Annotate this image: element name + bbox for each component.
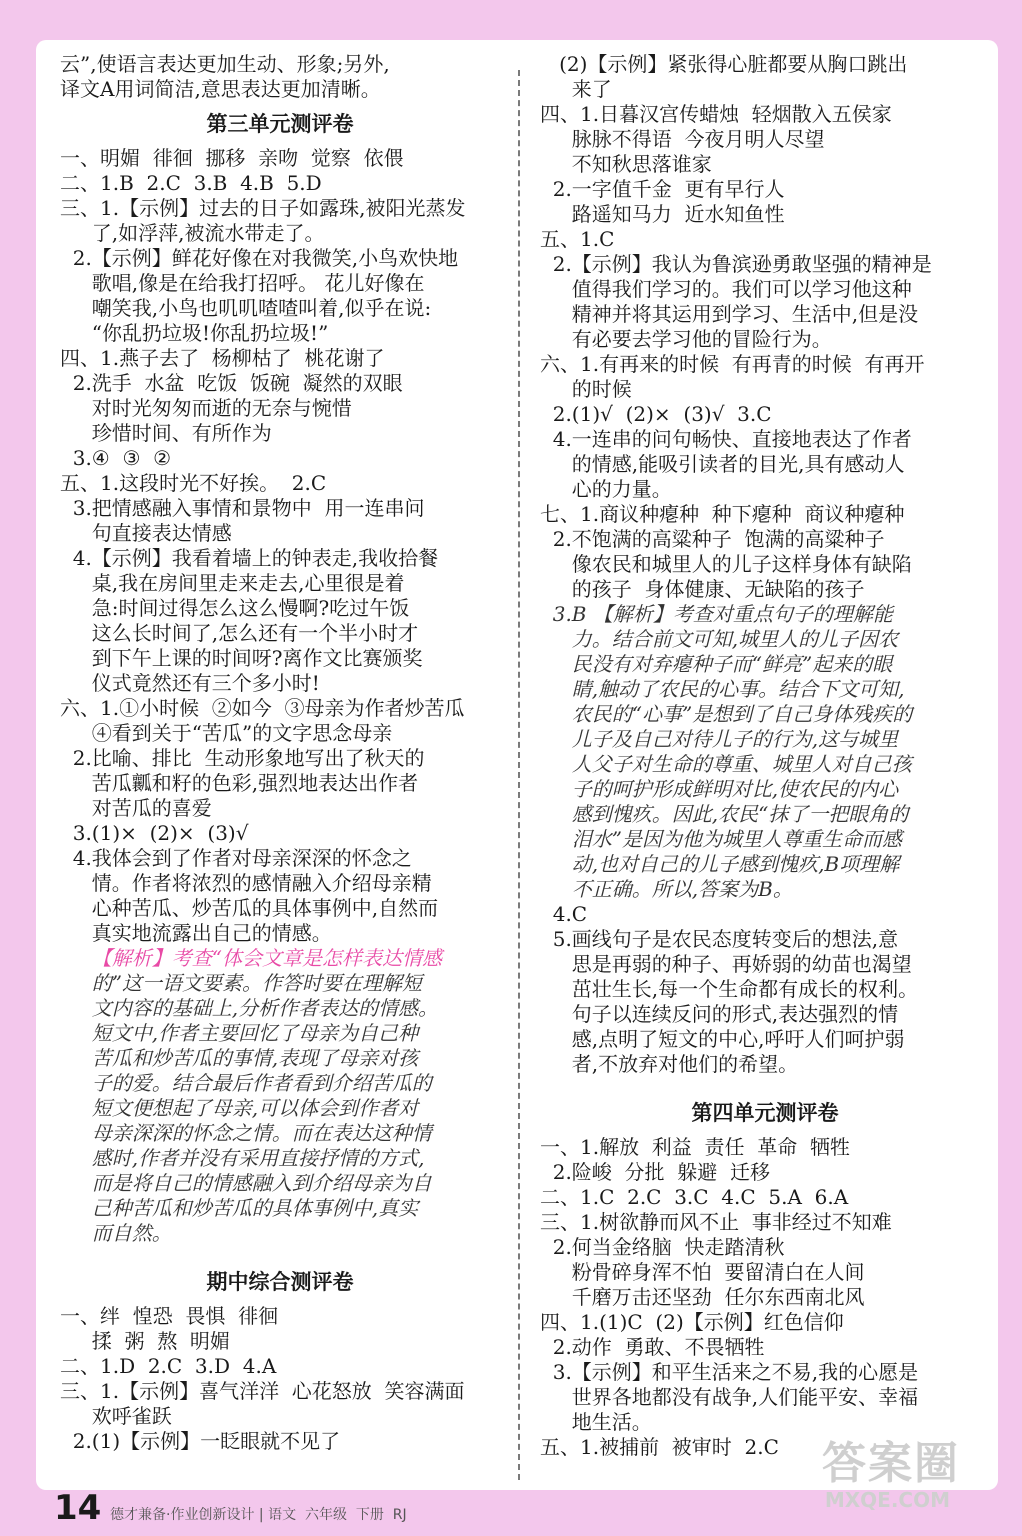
- answer-line: 路遥知马力 近水知鱼性: [540, 202, 785, 226]
- answer-line: 2.(1)【示例】一眨眼就不见了: [60, 1429, 341, 1453]
- column-divider: [518, 70, 520, 1480]
- answer-line: 力。结合前文可知,城里人的儿子因农: [540, 627, 899, 651]
- answer-line: “你乱扔垃圾!你乱扔垃圾!”: [60, 321, 329, 345]
- answer-line: 者,不放弃对他们的希望。: [540, 1052, 799, 1076]
- answer-line: 思是再弱的种子、再娇弱的幼苗也渴望: [540, 952, 912, 976]
- answer-line: 地生活。: [540, 1410, 652, 1434]
- answer-line: 4.【示例】我看着墙上的钟表走,我收拾餐: [60, 546, 439, 570]
- right-column: [540, 52, 990, 1460]
- answer-line: 对时光匆匆而逝的无奈与惋惜: [60, 396, 352, 420]
- answer-line: 感到愧疚。因此,农民“抹了一把眼角的: [540, 802, 909, 826]
- answer-line: 二、1.C 2.C 3.C 4.C 5.A 6.A: [540, 1185, 849, 1209]
- answer-line: 2.【示例】鲜花好像在对我微笑,小鸟欢快地: [60, 246, 459, 270]
- answer-line: 粉骨碎身浑不怕 要留清白在人间: [540, 1260, 865, 1284]
- answer-line: 母亲深深的怀念之情。而在表达这种情: [60, 1121, 432, 1145]
- answer-line: 千磨万击还坚劲 任尔东西南北风: [540, 1285, 865, 1309]
- answer-line: 译文A用词简洁,意思表达更加清晰。: [60, 77, 381, 101]
- answer-line: 感,点明了短文的中心,呼吁人们呵护弱: [540, 1027, 905, 1051]
- answer-line: 短文中,作者主要回忆了母亲为自己种: [60, 1021, 419, 1045]
- answer-line: 句子以连续反问的形式,表达强烈的情: [540, 1002, 899, 1026]
- answer-line: 心种苦瓜、炒苦瓜的具体事例中,自然而: [60, 896, 439, 920]
- answer-line: ④看到关于“苦瓜”的文字思念母亲: [60, 721, 393, 745]
- answer-line: 七、1.商议种瘪种 种下瘪种 商议种瘪种: [540, 502, 905, 526]
- answer-line: 2.一字值千金 更有早行人: [540, 177, 785, 201]
- answer-line: 揉 粥 熬 明媚: [60, 1329, 230, 1353]
- answer-line: 的”这一语文要素。作答时要在理解短: [60, 971, 423, 995]
- answer-line: 真实地流露出自己的情感。: [60, 921, 332, 945]
- answer-line: 六、1.有再来的时候 有再青的时候 有再开: [540, 352, 925, 376]
- answer-line: 四、1.日暮汉宫传蜡烛 轻烟散入五侯家: [540, 102, 892, 126]
- answer-line: 三、1.【示例】喜气洋洋 心花怒放 笑容满面: [60, 1379, 465, 1403]
- answer-line: 2.险峻 分批 躲避 迁移: [540, 1160, 770, 1184]
- answer-line: 五、1.这段时光不好挨。 2.C: [60, 471, 327, 495]
- answer-line: 歌唱,像是在给我打招呼。 花儿好像在: [60, 271, 425, 295]
- answer-line: 嘲笑我,小鸟也叽叽喳喳叫着,似乎在说:: [60, 296, 432, 320]
- section-title: 第三单元测评卷: [206, 112, 354, 136]
- answer-line: 对苦瓜的喜爱: [60, 796, 212, 820]
- answer-line: 五、1.C: [540, 227, 615, 251]
- answer-line: 己种苦瓜和炒苦瓜的具体事例中,真实: [60, 1196, 419, 1220]
- answer-line: 六、1.①小时候 ②如今 ③母亲为作者炒苦瓜: [60, 696, 465, 720]
- answer-line: 脉脉不得语 今夜月明人尽望: [540, 127, 825, 151]
- answer-line: 了,如浮萍,被流水带走了。: [60, 221, 325, 245]
- answer-line: 四、1.燕子去了 杨柳枯了 桃花谢了: [60, 346, 385, 370]
- answer-line: 3.④ ③ ②: [60, 446, 172, 470]
- answer-line: 的时候: [540, 377, 632, 401]
- answer-line: 而是将自己的情感融入到介绍母亲为自: [60, 1171, 432, 1195]
- answer-line: 3.(1)× (2)× (3)√: [60, 821, 249, 845]
- section-title: 第四单元测评卷: [691, 1101, 839, 1125]
- answer-line: 苦瓜和炒苦瓜的事情,表现了母亲对孩: [60, 1046, 419, 1070]
- answer-line: 五、1.被捕前 被审时 2.C: [540, 1435, 779, 1459]
- watermark-url: MXQE.COM: [824, 1488, 950, 1512]
- answer-line: 3.B 【解析】考查对重点句子的理解能: [540, 602, 893, 626]
- answer-line: 到下午上课的时间呀?离作文比赛颁奖: [60, 646, 423, 670]
- answer-line: 2.(1)√ (2)× (3)√ 3.C: [540, 402, 772, 426]
- answer-line: 4.一连串的问句畅快、直接地表达了作者: [540, 427, 912, 451]
- answer-line: (2)【示例】紧张得心脏都要从胸口跳出: [540, 52, 908, 76]
- answer-line: 4.我体会到了作者对母亲深深的怀念之: [60, 846, 412, 870]
- answer-line: 三、1.树欲静而风不止 事非经过不知难: [540, 1210, 892, 1234]
- left-column: [60, 52, 500, 1454]
- answer-line: 短文便想起了母亲,可以体会到作者对: [60, 1096, 419, 1120]
- answer-line: 2.【示例】我认为鲁滨逊勇敢坚强的精神是: [540, 252, 932, 276]
- answer-line: 2.比喻、排比 生动形象地写出了秋天的: [60, 746, 425, 770]
- answer-line: 而自然。: [60, 1221, 172, 1245]
- watermark-logo: [822, 1440, 960, 1512]
- answer-line: 心的力量。: [540, 477, 672, 501]
- answer-line: 值得我们学习的。我们可以学习他这种: [540, 277, 912, 301]
- answer-line: 三、1.【示例】过去的日子如露珠,被阳光蒸发: [60, 196, 466, 220]
- answer-line: 二、1.D 2.C 3.D 4.A: [60, 1354, 277, 1378]
- answer-line: 的情感,能吸引读者的目光,具有感动人: [540, 452, 905, 476]
- answer-line: 珍惜时间、有所作为: [60, 421, 272, 445]
- answer-line: 句直接表达情感: [60, 521, 232, 545]
- answer-line: 4.C: [540, 902, 588, 926]
- answer-line: 欢呼雀跃: [60, 1404, 172, 1428]
- answer-line: 二、1.B 2.C 3.B 4.B 5.D: [60, 171, 322, 195]
- answer-line: 四、1.(1)C (2)【示例】红色信仰: [540, 1310, 844, 1334]
- answer-line: 茁壮生长,每一个生命都有成长的权利。: [540, 977, 919, 1001]
- answer-line: 泪水”是因为他为城里人尊重生命而感: [540, 827, 903, 851]
- answer-line: 2.动作 勇敢、不畏牺牲: [540, 1335, 765, 1359]
- answer-line: 一、绊 惶恐 畏惧 徘徊: [60, 1304, 279, 1328]
- answer-line: 5.画线句子是农民态度转变后的想法,意: [540, 927, 899, 951]
- answer-line: 2.何当金络脑 快走踏清秋: [540, 1235, 785, 1259]
- answer-line: 有必要去学习他的冒险行为。: [540, 327, 832, 351]
- section-gap: [60, 1246, 500, 1260]
- answer-line: 动,也对自己的儿子感到愧疚,B项理解: [540, 852, 900, 876]
- answer-line: 这么长时间了,怎么还有一个半小时才: [60, 621, 419, 645]
- answer-line: 不正确。所以,答案为B。: [540, 877, 793, 901]
- answer-line: 仪式竟然还有三个多小时!: [60, 671, 320, 695]
- answer-line: 云”,使语言表达更加生动、形象;另外,: [60, 52, 390, 76]
- section-gap: [540, 1077, 990, 1091]
- answer-line: 3.把情感融入事情和景物中 用一连串问: [60, 496, 425, 520]
- answer-line: 民没有对弃瘪种子而“鲜亮”起来的眼: [540, 652, 893, 676]
- answer-line: 儿子及自己对待儿子的行为,这与城里: [540, 727, 899, 751]
- answer-line: 桌,我在房间里走来走去,心里很是着: [60, 571, 405, 595]
- section-title: 期中综合测评卷: [206, 1270, 354, 1294]
- answer-line: 像农民和城里人的儿子这样身体有缺陷: [540, 552, 912, 576]
- answer-line: 2.洗手 水盆 吃饭 饭碗 凝然的双眼: [60, 371, 403, 395]
- answer-line: 来了: [540, 77, 612, 101]
- answer-line: 世界各地都没有战争,人们能平安、幸福: [540, 1385, 919, 1409]
- answer-line: 急:时间过得怎么这么慢啊?吃过午饭: [60, 596, 410, 620]
- answer-line: 不知秋思落谁家: [540, 152, 712, 176]
- footer-text: 德才兼备·作业创新设计 | 语文 六年级 下册 RJ: [110, 1507, 407, 1523]
- answer-line: 子的呵护形成鲜明对比,使农民的内心: [540, 777, 899, 801]
- answer-line: 一、明媚 徘徊 挪移 亲吻 觉察 依偎: [60, 146, 404, 170]
- answer-line: 一、1.解放 利益 责任 革命 牺牲: [540, 1135, 850, 1159]
- answer-line: 2.不饱满的高粱种子 饱满的高粱种子: [540, 527, 885, 551]
- answer-line: 情。作者将浓烈的感情融入介绍母亲精: [60, 871, 432, 895]
- page-number: 14: [54, 1488, 102, 1528]
- answer-line: 农民的“心事”是想到了自己身体残疾的: [540, 702, 913, 726]
- answer-line: 【解析】考查“体会文章是怎样表达情感: [60, 946, 443, 970]
- answer-line: 感时,作者并没有采用直接抒情的方式,: [60, 1146, 425, 1170]
- answer-line: 人父子对生命的尊重、城里人对自己孩: [540, 752, 912, 776]
- answer-line: 子的爱。结合最后作者看到介绍苦瓜的: [60, 1071, 432, 1095]
- answer-line: 苦瓜瓤和籽的色彩,强烈地表达出作者: [60, 771, 419, 795]
- answer-line: 文内容的基础上,分析作者表达的情感。: [60, 996, 439, 1020]
- answer-line: 睛,触动了农民的心事。结合下文可知,: [540, 677, 905, 701]
- answer-line: 3.【示例】和平生活来之不易,我的心愿是: [540, 1360, 919, 1384]
- watermark-text: 答案圈: [822, 1438, 960, 1489]
- answer-line: 的孩子 身体健康、无缺陷的孩子: [540, 577, 865, 601]
- answer-line: 精神并将其运用到学习、生活中,但是没: [540, 302, 919, 326]
